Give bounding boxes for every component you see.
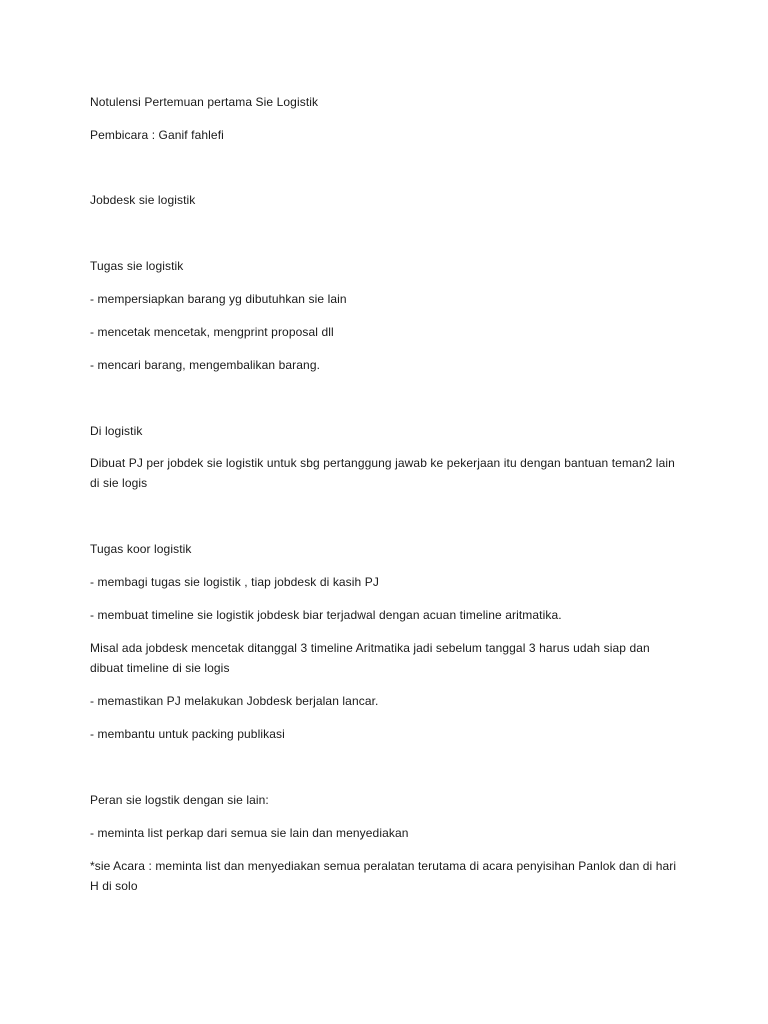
paragraph: Dibuat PJ per jobdek sie logistik untuk sbg pertanggung jawab ke pekerjaan itu dengan bantuan teman2 lain di sie logis	[90, 456, 675, 490]
document-title: Notulensi Pertemuan pertama Sie Logistik	[90, 95, 319, 109]
section-heading-tugas-sie: Tugas sie logistik	[90, 259, 184, 273]
bullet-item: - meminta list perkap dari semua sie lain dan menyediakan	[90, 826, 409, 840]
bullet-item: - membagi tugas sie logistik , tiap jobdesk di kasih PJ	[90, 575, 379, 589]
section-heading-di-logistik: Di logistik	[90, 424, 143, 438]
speaker-line: Pembicara : Ganif fahlefi	[90, 128, 224, 142]
bullet-item: - memastikan PJ melakukan Jobdesk berjalan lancar.	[90, 694, 379, 708]
paragraph: Misal ada jobdesk mencetak ditanggal 3 timeline Aritmatika jadi sebelum tanggal 3 harus udah siap dan dibuat timeline di sie logis	[90, 641, 650, 675]
bullet-item: - membuat timeline sie logistik jobdesk biar terjadwal dengan acuan timeline aritmatika.	[90, 608, 562, 622]
bullet-item: - mempersiapkan barang yg dibutuhkan sie lain	[90, 292, 347, 306]
paragraph: *sie Acara : meminta list dan menyediakan semua peralatan terutama di acara penyisihan Panlok dan di hari H di solo	[90, 859, 677, 893]
section-heading-peran: Peran sie logstik dengan sie lain:	[90, 793, 269, 807]
bullet-item: - mencari barang, mengembalikan barang.	[90, 358, 321, 372]
section-heading-jobdesk: Jobdesk sie logistik	[90, 193, 196, 207]
section-heading-tugas-koor: Tugas koor logistik	[90, 542, 192, 556]
bullet-item: - mencetak mencetak, mengprint proposal dll	[90, 325, 334, 339]
bullet-item: - membantu untuk packing publikasi	[90, 727, 285, 741]
